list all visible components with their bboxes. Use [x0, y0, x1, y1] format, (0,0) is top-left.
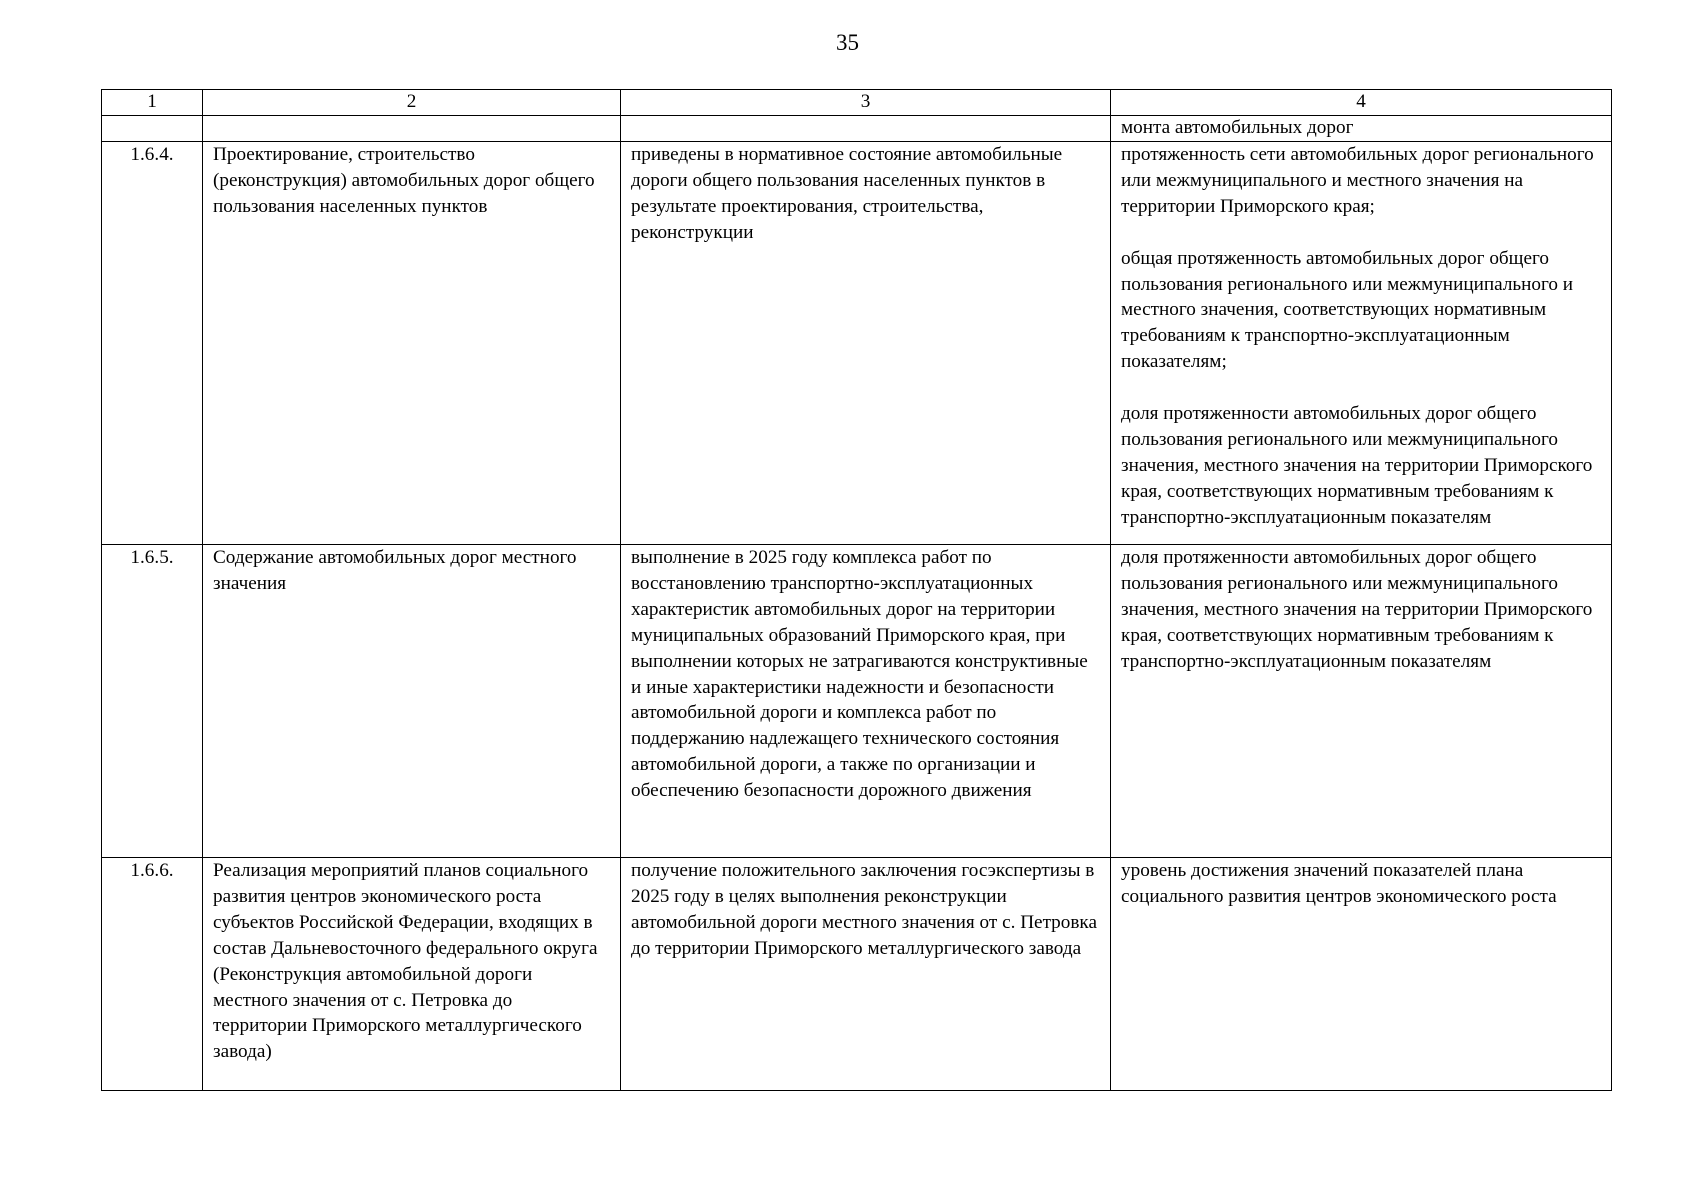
indicator-cell: доля протяженности автомобильных дорог общего пользования регионального или межмуниципального значения, местного значения на территории Приморского края, соответствующих нормативным требованиям к транспортно-эксплуатационным показателям: [1111, 545, 1612, 858]
header-col-4: 4: [1111, 90, 1612, 116]
indicator-paragraph: протяженность сети автомобильных дорог регионального или межмуниципального и местного значения на территории Приморского края;: [1121, 144, 1594, 217]
result-cell: получение положительного заключения госэкспертизы в 2025 году в целях выполнения реконструкции автомобильной дороги местного значения от с. Петровка до территории Приморского металлургического завода: [621, 858, 1111, 1091]
row-number: 1.6.6.: [102, 858, 203, 1091]
header-col-2: 2: [203, 90, 621, 116]
indicator-cell: уровень достижения значений показателей плана социального развития центров экономического роста: [1111, 858, 1612, 1091]
row-number: 1.6.5.: [102, 545, 203, 858]
table-row: [102, 545, 1612, 858]
page-number: 35: [836, 30, 859, 55]
table-header-row: [102, 90, 1612, 116]
continuation-row: [102, 116, 1612, 142]
header-col-3: 3: [621, 90, 1111, 116]
result-cell: приведены в нормативное состояние автомобильные дороги общего пользования населенных пунктов в результате проектирования, строительства, реконструкции: [621, 142, 1111, 545]
activity-cell: Содержание автомобильных дорог местного значения: [203, 545, 621, 858]
continuation-cell-4: монта автомобильных дорог: [1111, 116, 1612, 142]
indicator-paragraph: доля протяженности автомобильных дорог общего пользования регионального или межмуниципального значения, местного значения на территории Приморского края, соответствующих нормативным требованиям к транспортно-эксплуатационным показателям: [1121, 403, 1593, 528]
table-row: [102, 142, 1612, 545]
row-number: 1.6.4.: [102, 142, 203, 545]
continuation-cell-3: [621, 116, 1111, 142]
result-cell: выполнение в 2025 году комплекса работ по восстановлению транспортно-эксплуатационных характеристик автомобильных дорог на территории муниципальных образований Приморского края, при выполнении которых не затрагиваются конструктивные и иные характеристики надежности и безопасности автомобильной дороги и комплекса работ по поддержанию надлежащего технического состояния автомобильной дороги, а также по организации и обеспечению безопасности дорожного движения: [621, 545, 1111, 858]
indicator-paragraph: общая протяженность автомобильных дорог общего пользования регионального или межмуниципального и местного значения, соответствующих нормативным требованиям к транспортно-эксплуатационным показателям;: [1121, 247, 1574, 373]
table-row: [102, 858, 1612, 1091]
activity-cell: Проектирование, строительство (реконструкция) автомобильных дорог общего пользования населенных пунктов: [203, 142, 621, 545]
indicators-table: [101, 89, 1612, 1091]
header-col-1: 1: [102, 90, 203, 116]
continuation-cell-2: [203, 116, 621, 142]
activity-cell: Реализация мероприятий планов социального развития центров экономического роста субъектов Российской Федерации, входящих в состав Дальневосточного федерального округа (Реконструкция автомобильной дороги местного значения от с. Петровка до территории Приморского металлургического завода): [203, 858, 621, 1091]
indicator-cell: [1111, 142, 1612, 545]
continuation-cell-1: [102, 116, 203, 142]
